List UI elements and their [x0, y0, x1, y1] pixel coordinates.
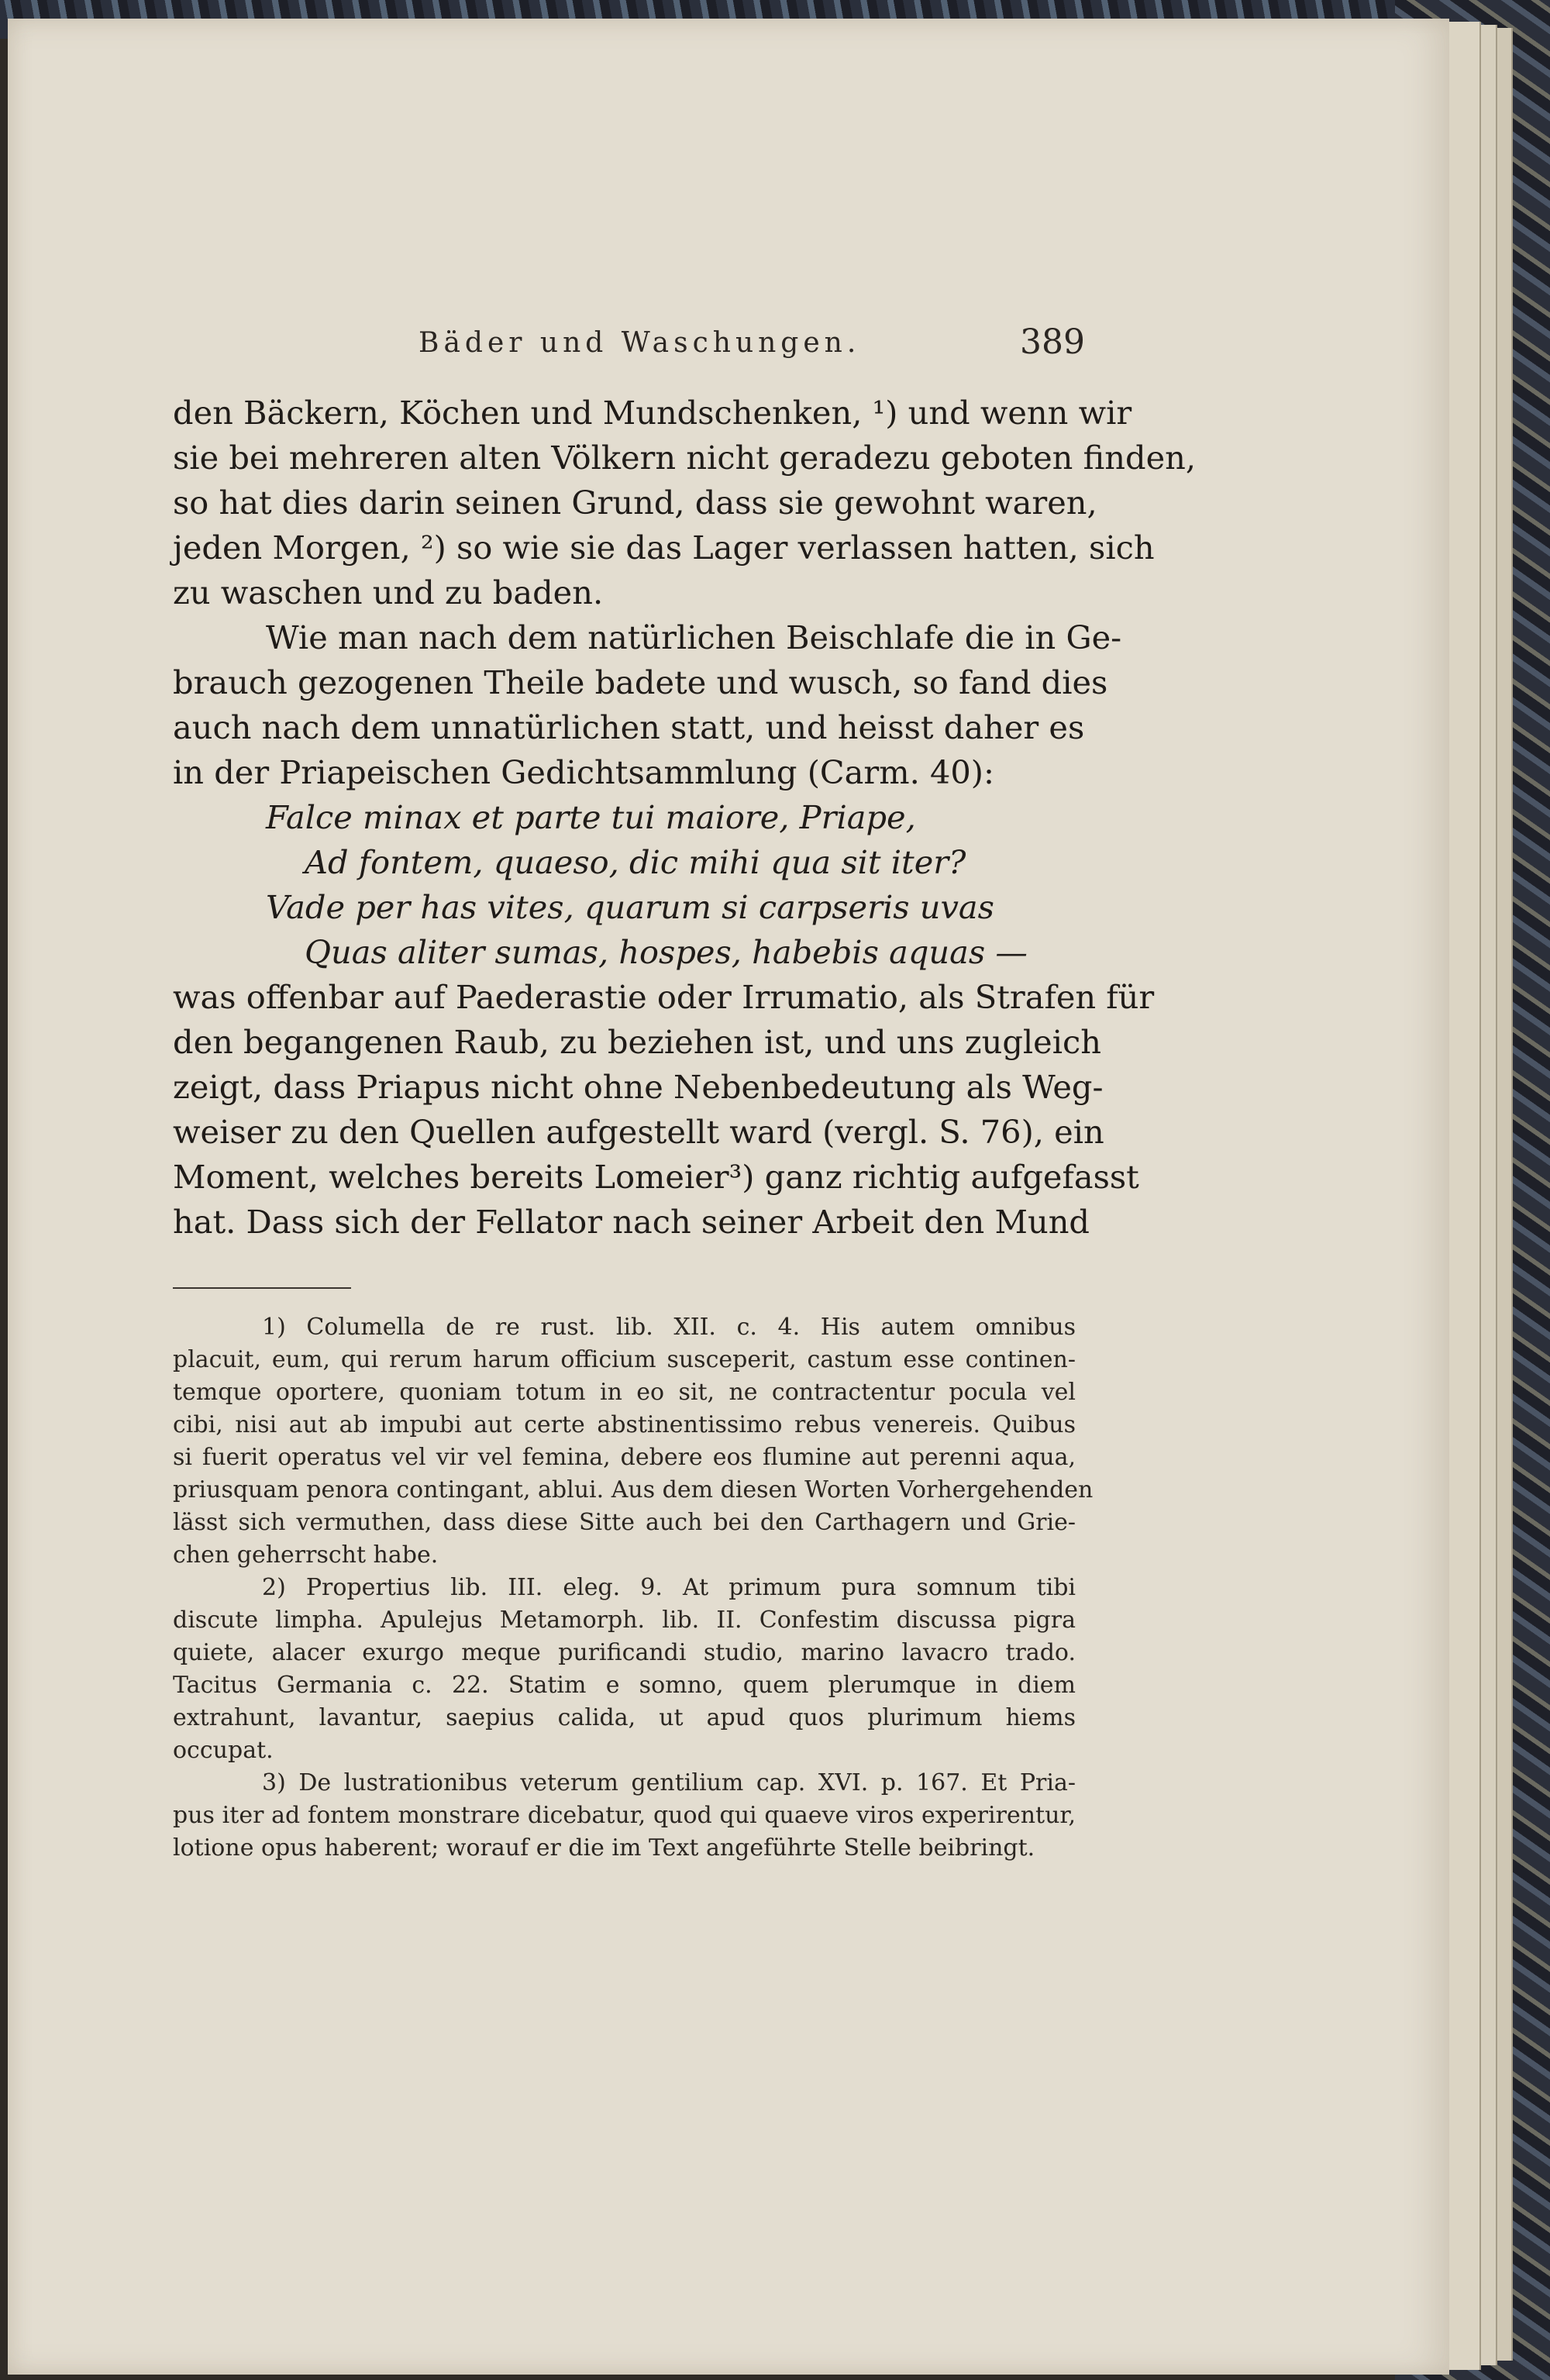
footnote-line: lotione opus haberent; worauf er die im Text angeführte Stelle beibringt. — [173, 1834, 1035, 1862]
text-line: zeigt, dass Priapus nicht ohne Nebenbedeutung als Weg- — [173, 1068, 1104, 1106]
footnote-1 — [173, 1311, 1094, 1572]
text-line: sie bei mehreren alten Völkern nicht geradezu geboten finden, — [173, 439, 1197, 477]
verse-line: Falce minax et parte tui maiore, Priape, — [266, 798, 916, 836]
text-line: den begangenen Raub, zu beziehen ist, und uns zugleich — [173, 1023, 1101, 1061]
text-line: Moment, welches bereits Lomeier³) ganz richtig aufgefasst — [173, 1158, 1139, 1196]
main-text — [173, 391, 1197, 1245]
footnote-line: lässt sich vermuthen, dass diese Sitte auch bei den Carthagern und Grie- — [173, 1509, 1076, 1536]
footnote-3 — [173, 1767, 1076, 1865]
footnote-line: 1) Columella de re rust. lib. XII. c. 4. His autem omnibus — [262, 1314, 1076, 1341]
footnote-line: extrahunt, lavantur, saepius calida, ut apud quos plurimum hiems — [173, 1704, 1076, 1731]
footnote-line: pus iter ad fontem monstrare dicebatur, quod qui quaeve viros experirentur, — [173, 1802, 1076, 1829]
book-page — [8, 19, 1449, 2375]
running-title: Bäder und Waschungen. — [418, 327, 861, 359]
text-line: so hat dies darin seinen Grund, dass sie gewohnt waren, — [173, 484, 1097, 522]
text-line: brauch gezogenen Theile badete und wusch, so fand dies — [173, 663, 1108, 701]
page-number: 389 — [1020, 322, 1085, 362]
verse-line: Quas aliter sumas, hospes, habebis aquas — — [305, 933, 1028, 971]
verse-line: Vade per has vites, quarum si carpseris uvas — [266, 888, 994, 926]
footnote-line: occupat. — [173, 1737, 274, 1764]
text-line: hat. Dass sich der Fellator nach seiner Arbeit den Mund — [173, 1203, 1090, 1241]
text-line: jeden Morgen, ²) so wie sie das Lager verlassen hatten, sich — [173, 529, 1155, 567]
text-line: Wie man nach dem natürlichen Beischlafe die in Ge- — [266, 618, 1122, 656]
text-line: den Bäckern, Köchen und Mundschenken, ¹) und wenn wir — [173, 394, 1132, 432]
text-line: auch nach dem unnatürlichen statt, und heisst daher es — [173, 708, 1085, 746]
footnote-line: discute limpha. Apulejus Metamorph. lib. II. Confestim discussa pigra — [173, 1607, 1076, 1634]
footnote-2 — [173, 1572, 1076, 1767]
footnote-line: Tacitus Germania c. 22. Statim e somno, quem plerumque in diem — [173, 1672, 1076, 1699]
footnote-line: temque oportere, quoniam totum in eo sit, ne contractentur pocula vel — [173, 1379, 1076, 1406]
footnote-line: placuit, eum, qui rerum harum officium susceperit, castum esse continen- — [173, 1346, 1076, 1373]
running-head — [418, 322, 1085, 374]
text-line: was offenbar auf Paederastie oder Irrumatio, als Strafen für — [173, 978, 1155, 1016]
footnote-line: quiete, alacer exurgo meque purificandi studio, marino lavacro trado. — [173, 1639, 1076, 1666]
verse-line: Ad fontem, quaeso, dic mihi qua sit iter? — [305, 843, 966, 881]
footnote-line: chen geherrscht habe. — [173, 1541, 439, 1569]
footnote-line: cibi, nisi aut ab impubi aut certe abstinentissimo rebus venereis. Quibus — [173, 1411, 1076, 1438]
footnote-rule — [173, 1287, 351, 1289]
footnote-line: 3) De lustrationibus veterum gentilium cap. XVI. p. 167. Et Pria- — [262, 1769, 1076, 1796]
footnote-line: priusquam penora contingant, ablui. Aus dem diesen Worten Vorhergehenden — [173, 1476, 1094, 1503]
footnote-line: 2) Propertius lib. III. eleg. 9. At primum pura somnum tibi — [262, 1574, 1076, 1601]
footnote-line: si fuerit operatus vel vir vel femina, debere eos flumine aut perenni aqua, — [173, 1444, 1076, 1471]
text-line: in der Priapeischen Gedichtsammlung (Carm. 40): — [173, 753, 994, 791]
footnotes — [173, 1311, 1094, 1865]
text-line: zu waschen und zu baden. — [173, 573, 604, 611]
text-line: weiser zu den Quellen aufgestellt ward (vergl. S. 76), ein — [173, 1113, 1104, 1151]
